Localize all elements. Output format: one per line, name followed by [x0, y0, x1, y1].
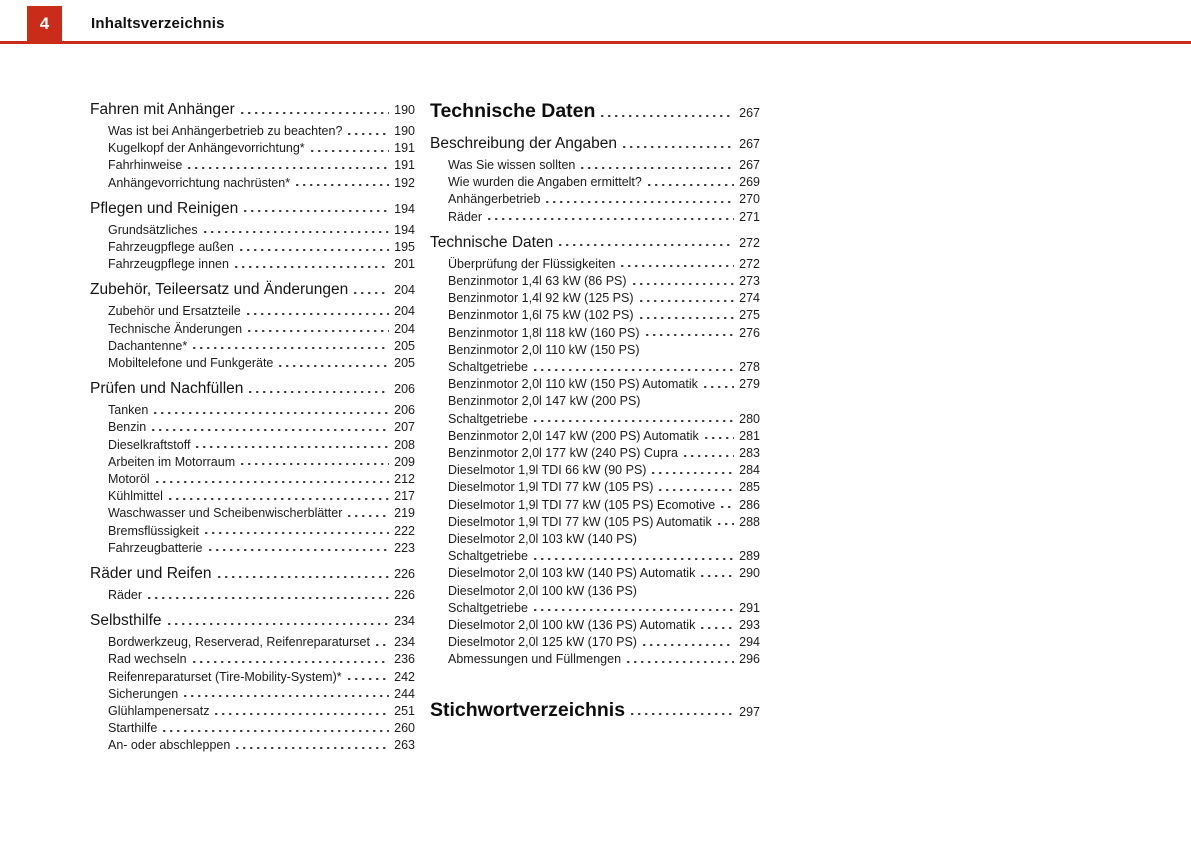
toc-item-row[interactable]	[90, 338, 415, 355]
dot-leader	[721, 506, 734, 508]
toc-entry-page: 278	[739, 360, 760, 375]
toc-entry-label: Räder und Reifen	[90, 565, 212, 583]
toc-entry-page: 226	[394, 588, 415, 603]
toc-entry-page: 234	[394, 635, 415, 650]
dot-leader	[205, 532, 389, 534]
dot-leader	[348, 133, 389, 135]
toc-item-row[interactable]	[90, 157, 415, 174]
toc-entry-page: 190	[394, 124, 415, 138]
dot-leader	[279, 365, 389, 367]
header-rule	[0, 41, 1191, 44]
toc-entry-label: Glühlampenersatz	[108, 704, 210, 719]
toc-entry-label: Benzinmotor 2,0l 110 kW (150 PS)	[448, 342, 640, 357]
toc-entry-page: 222	[394, 523, 415, 538]
toc-item-row[interactable]	[90, 239, 415, 256]
toc-entry-label: Stichwortverzeichnis	[430, 698, 626, 721]
toc-entry-page: 283	[739, 446, 760, 461]
toc-entry-label: Mobiltelefone und Funkgeräte	[108, 356, 274, 371]
toc-item-row[interactable]	[90, 737, 415, 754]
dot-leader	[193, 661, 389, 663]
toc-entry-page: 273	[739, 274, 760, 289]
toc-item-row[interactable]	[90, 540, 415, 557]
toc-entry-page: 201	[394, 257, 415, 272]
toc-item-row[interactable]	[430, 583, 760, 600]
toc-item-row[interactable]	[90, 256, 415, 273]
toc-entry-page: 269	[739, 175, 760, 190]
toc-entry-label: Benzinmotor 2,0l 147 kW (200 PS) Automatik	[448, 428, 699, 443]
toc-item-row[interactable]	[430, 531, 760, 548]
toc-entry-page: 272	[739, 235, 760, 250]
dot-leader	[627, 661, 734, 663]
dot-leader	[247, 313, 389, 315]
dot-leader	[648, 184, 734, 186]
toc-entry-page: 293	[739, 618, 760, 633]
toc-entry-page: 288	[739, 514, 760, 529]
toc-entry-page: 205	[394, 338, 415, 353]
toc-item-row[interactable]	[90, 634, 415, 651]
toc-entry-label: An- oder abschleppen	[108, 738, 231, 753]
toc-entry-label: Zubehör, Teileersatz und Änderungen	[90, 281, 349, 299]
toc-item-row[interactable]	[90, 175, 415, 192]
toc-entry-label: Starthilfe	[108, 721, 158, 736]
dot-leader	[235, 266, 389, 268]
toc-entry-page: 236	[394, 652, 415, 667]
toc-entry-label: Technische Änderungen	[108, 321, 243, 336]
toc-entry-label: Selbsthilfe	[90, 612, 162, 630]
toc-section-row[interactable]	[90, 611, 415, 631]
dot-leader	[204, 231, 389, 233]
toc-entry-label: Schaltgetriebe	[448, 600, 528, 615]
toc-item-row[interactable]	[90, 419, 415, 436]
header-title: Inhaltsverzeichnis	[91, 15, 225, 32]
dot-leader	[640, 317, 735, 319]
toc-entry-page: 294	[739, 635, 760, 650]
toc-item-row[interactable]	[90, 720, 415, 737]
dot-leader	[643, 644, 734, 646]
toc-entry-label: Dieselmotor 2,0l 100 kW (136 PS)	[448, 583, 637, 598]
dot-leader	[148, 597, 389, 599]
toc-entry-page: 285	[739, 480, 760, 495]
toc-item-row[interactable]	[90, 321, 415, 338]
toc-entry-label: Dieselmotor 1,9l TDI 66 kW (90 PS)	[448, 463, 647, 478]
dot-leader	[633, 283, 734, 285]
toc-entry-label: Benzinmotor 2,0l 177 kW (240 PS) Cupra	[448, 446, 678, 461]
toc-entry-label: Dieselmotor 2,0l 103 kW (140 PS) Automatik	[448, 566, 696, 581]
toc-entry-label: Dieselmotor 2,0l 125 kW (170 PS)	[448, 635, 637, 650]
toc-entry-label: Schaltgetriebe	[448, 360, 528, 375]
toc-item-row[interactable]	[430, 462, 760, 479]
toc-entry-label: Schaltgetriebe	[448, 411, 528, 426]
toc-item-row[interactable]	[90, 703, 415, 720]
toc-entry-page: 297	[739, 704, 760, 719]
toc-item-row[interactable]	[430, 290, 760, 307]
toc-entry-page: 194	[394, 201, 415, 216]
toc-entry-label: Waschwasser und Scheibenwischerblätter	[108, 506, 343, 521]
toc-item-row[interactable]	[90, 303, 415, 320]
toc-item-row[interactable]	[90, 471, 415, 488]
toc-entry-label: Anhängerbetrieb	[448, 192, 541, 207]
toc-entry-page: 275	[739, 308, 760, 323]
toc-section-row[interactable]	[430, 233, 760, 253]
toc-entry-label: Prüfen und Nachfüllen	[90, 380, 244, 398]
toc-entry-page: 267	[739, 106, 760, 120]
dot-leader	[623, 146, 734, 148]
toc-entry-page: 208	[394, 437, 415, 452]
dot-leader	[646, 334, 734, 336]
toc-item-row[interactable]	[430, 273, 760, 290]
toc-entry-page: 263	[394, 738, 415, 753]
toc-entry-page: 270	[739, 192, 760, 207]
dot-leader	[244, 210, 389, 212]
toc-entry-page: 274	[739, 291, 760, 306]
dot-leader	[249, 391, 389, 393]
dot-leader	[156, 481, 389, 483]
toc-item-row[interactable]	[430, 651, 760, 668]
dot-leader	[169, 498, 389, 500]
toc-item-row[interactable]	[430, 548, 760, 565]
toc-item-row[interactable]	[90, 505, 415, 522]
toc-entry-label: Kühlmittel	[108, 489, 163, 504]
toc-item-row[interactable]	[430, 325, 760, 342]
dot-leader	[534, 609, 734, 611]
page-number-badge: 4	[27, 6, 62, 41]
toc-entry-label: Kugelkopf der Anhängevorrichtung*	[108, 141, 305, 156]
toc-entry-page: 251	[394, 704, 415, 719]
dot-leader	[241, 463, 389, 465]
dot-leader	[311, 150, 389, 152]
dot-leader	[248, 330, 389, 332]
toc-entry-page: 204	[394, 283, 415, 298]
toc-entry-label: Dachantenne*	[108, 338, 188, 353]
toc-section-row[interactable]	[90, 280, 415, 300]
toc-entry-label: Dieselmotor 1,9l TDI 77 kW (105 PS) Ecomotive	[448, 497, 716, 512]
toc-item-row[interactable]	[90, 523, 415, 540]
toc-entry-page: 204	[394, 321, 415, 336]
toc-item-row[interactable]	[90, 140, 415, 157]
toc-entry-label: Fahrzeugpflege außen	[108, 240, 234, 255]
toc-item-row[interactable]	[90, 402, 415, 419]
toc-item-row[interactable]	[90, 669, 415, 686]
toc-entry-page: 244	[394, 686, 415, 701]
toc-entry-label: Was Sie wissen sollten	[448, 158, 576, 172]
toc-entry-label: Fahrhinweise	[108, 158, 183, 173]
dot-leader	[209, 549, 389, 551]
toc-entry-page: 291	[739, 600, 760, 615]
toc-item-row[interactable]	[90, 651, 415, 668]
toc-entry-label: Rad wechseln	[108, 652, 187, 667]
dot-leader	[188, 167, 389, 169]
toc-entry-page: 195	[394, 240, 415, 255]
toc-section-row[interactable]	[90, 199, 415, 219]
toc-entry-label: Bremsflüssigkeit	[108, 523, 199, 538]
dot-leader	[718, 523, 734, 525]
toc-entry-page: 191	[394, 141, 415, 156]
toc-entry-page: 271	[739, 209, 760, 224]
toc-section-row[interactable]	[90, 100, 415, 120]
dot-leader	[163, 730, 389, 732]
toc-entry-label: Benzinmotor 1,8l 118 kW (160 PS)	[448, 325, 640, 340]
dot-leader	[241, 112, 389, 114]
toc-entry-label: Motoröl	[108, 472, 150, 487]
toc-chapter-row[interactable]	[430, 100, 760, 124]
toc-entry-label: Fahrzeugpflege innen	[108, 257, 229, 272]
dot-leader	[240, 249, 389, 251]
toc-entry-page: 280	[739, 411, 760, 426]
toc-entry-label: Dieselmotor 2,0l 100 kW (136 PS) Automatik	[448, 618, 696, 633]
toc-item-row[interactable]	[430, 411, 760, 428]
toc-item-row[interactable]	[90, 488, 415, 505]
toc-item-row[interactable]	[90, 437, 415, 454]
dot-leader	[684, 455, 734, 457]
toc-item-row[interactable]	[430, 209, 760, 226]
toc-item-row[interactable]	[90, 587, 415, 604]
toc-entry-label: Abmessungen und Füllmengen	[448, 652, 622, 667]
toc-section-row[interactable]	[90, 564, 415, 584]
toc-entry-page: 284	[739, 463, 760, 478]
dot-leader	[601, 115, 734, 117]
dot-leader	[215, 713, 389, 715]
toc-entry-label: Technische Daten	[430, 100, 596, 122]
toc-item-row[interactable]	[90, 355, 415, 372]
toc-entry-page: 217	[394, 489, 415, 504]
dot-leader	[701, 627, 734, 629]
toc-item-row[interactable]	[430, 393, 760, 410]
dot-leader	[640, 300, 735, 302]
toc-entry-label: Wie wurden die Angaben ermittelt?	[448, 175, 642, 190]
toc-entry-label: Benzinmotor 2,0l 147 kW (200 PS)	[448, 394, 641, 409]
dot-leader	[631, 713, 734, 715]
toc-entry-label: Grundsätzliches	[108, 222, 198, 237]
toc-entry-page: 242	[394, 669, 415, 684]
toc-item-row[interactable]	[430, 565, 760, 582]
toc-entry-label: Benzinmotor 1,4l 63 kW (86 PS)	[448, 274, 627, 289]
toc-entry-page: 289	[739, 549, 760, 564]
dot-leader	[184, 695, 389, 697]
toc-item-row[interactable]	[430, 514, 760, 531]
toc-entry-label: Fahren mit Anhänger	[90, 101, 235, 118]
toc-entry-label: Was ist bei Anhängerbetrieb zu beachten?	[108, 124, 343, 138]
toc-section-row[interactable]	[430, 134, 760, 154]
toc-item-row[interactable]	[90, 222, 415, 239]
dot-leader	[218, 576, 390, 578]
toc-entry-page: 272	[739, 256, 760, 271]
dot-leader	[705, 437, 734, 439]
toc-entry-label: Dieselmotor 2,0l 103 kW (140 PS)	[448, 532, 637, 547]
toc-entry-page: 219	[394, 506, 415, 521]
toc-entry-page: 206	[394, 403, 415, 418]
toc-item-row[interactable]	[430, 600, 760, 617]
toc-entry-label: Benzin	[108, 420, 147, 435]
toc-entry-label: Räder	[448, 209, 483, 224]
toc-entry-page: 205	[394, 356, 415, 371]
dot-leader	[376, 644, 389, 646]
toc-entry-page: 212	[394, 472, 415, 487]
dot-leader	[348, 515, 389, 517]
toc-item-row[interactable]	[430, 191, 760, 208]
toc-entry-page: 206	[394, 382, 415, 397]
toc-chapter-row[interactable]	[430, 699, 760, 723]
dot-leader	[659, 489, 734, 491]
toc-entry-page: 191	[394, 158, 415, 173]
dot-leader	[193, 347, 389, 349]
toc-entry-page: 286	[739, 497, 760, 512]
dot-leader	[534, 558, 734, 560]
toc-entry-label: Benzinmotor 2,0l 110 kW (150 PS) Automatik	[448, 377, 698, 392]
dot-leader	[236, 747, 389, 749]
toc-item-row[interactable]	[430, 307, 760, 324]
dot-leader	[704, 386, 734, 388]
toc-entry-page: 234	[394, 614, 415, 629]
toc-item-row[interactable]	[430, 342, 760, 359]
dot-leader	[488, 218, 734, 220]
dot-leader	[621, 265, 734, 267]
toc-item-row[interactable]	[430, 428, 760, 445]
toc-entry-label: Benzinmotor 1,6l 75 kW (102 PS)	[448, 308, 634, 323]
toc-entry-page: 204	[394, 304, 415, 319]
toc-entry-page: 207	[394, 420, 415, 435]
toc-entry-page: 260	[394, 721, 415, 736]
toc-entry-page: 279	[739, 377, 760, 392]
toc-entry-label: Dieselmotor 1,9l TDI 77 kW (105 PS)	[448, 480, 654, 495]
dot-leader	[546, 201, 734, 203]
toc-entry-label: Bordwerkzeug, Reserverad, Reifenreparaturset	[108, 635, 370, 650]
toc-item-row[interactable]	[90, 123, 415, 140]
toc-item-row[interactable]	[430, 497, 760, 514]
toc-section-row[interactable]	[90, 379, 415, 399]
dot-leader	[348, 678, 389, 680]
toc-entry-label: Überprüfung der Flüssigkeiten	[448, 256, 616, 271]
toc-entry-label: Pflegen und Reinigen	[90, 199, 239, 217]
toc-entry-page: 276	[739, 325, 760, 340]
dot-leader	[168, 623, 389, 625]
toc-entry-label: Schaltgetriebe	[448, 549, 528, 564]
dot-leader	[534, 420, 734, 422]
toc-entry-label: Sicherungen	[108, 686, 179, 701]
dot-leader	[354, 292, 389, 294]
toc-item-row[interactable]	[430, 445, 760, 462]
toc-entry-label: Dieselmotor 1,9l TDI 77 kW (105 PS) Automatik	[448, 514, 712, 529]
toc-item-row[interactable]	[430, 359, 760, 376]
toc-entry-label: Dieselkraftstoff	[108, 437, 191, 452]
toc-item-row[interactable]	[430, 256, 760, 273]
toc-item-row[interactable]	[430, 157, 760, 174]
toc-item-row[interactable]	[430, 634, 760, 651]
toc-entry-page: 226	[394, 567, 415, 582]
dot-leader	[652, 472, 734, 474]
toc-entry-label: Tanken	[108, 403, 149, 418]
toc-entry-page: 192	[394, 175, 415, 190]
toc-entry-page: 190	[394, 103, 415, 117]
toc-item-row[interactable]	[430, 376, 760, 393]
toc-entry-label: Anhängevorrichtung nachrüsten*	[108, 175, 291, 190]
dot-leader	[296, 184, 389, 186]
toc-item-row[interactable]	[90, 454, 415, 471]
toc-entry-label: Beschreibung der Angaben	[430, 135, 618, 152]
toc-entry-page: 209	[394, 454, 415, 469]
toc-entry-label: Benzinmotor 1,4l 92 kW (125 PS)	[448, 291, 634, 306]
toc-entry-page: 194	[394, 222, 415, 237]
toc-entry-label: Technische Daten	[430, 233, 554, 251]
toc-entry-label: Reifenreparaturset (Tire-Mobility-System)*	[108, 669, 342, 684]
toc-entry-page: 267	[739, 158, 760, 172]
toc-entry-label: Arbeiten im Motorraum	[108, 454, 236, 469]
dot-leader	[196, 446, 389, 448]
toc-item-row[interactable]	[430, 479, 760, 496]
toc-left-column	[90, 100, 415, 755]
toc-entry-label: Fahrzeugbatterie	[108, 540, 203, 555]
toc-entry-label: Räder	[108, 588, 143, 603]
dot-leader	[152, 429, 389, 431]
dot-leader	[534, 369, 734, 371]
toc-entry-page: 281	[739, 428, 760, 443]
toc-entry-page: 296	[739, 652, 760, 667]
toc-right-column	[430, 100, 760, 733]
toc-entry-page: 290	[739, 566, 760, 581]
toc-entry-label: Zubehör und Ersatzteile	[108, 304, 241, 319]
toc-item-row[interactable]	[430, 617, 760, 634]
dot-leader	[701, 575, 734, 577]
toc-entry-page: 223	[394, 540, 415, 555]
dot-leader	[154, 412, 389, 414]
toc-item-row[interactable]	[430, 174, 760, 191]
toc-entry-page: 267	[739, 137, 760, 151]
toc-item-row[interactable]	[90, 686, 415, 703]
dot-leader	[559, 244, 734, 246]
dot-leader	[581, 167, 734, 169]
